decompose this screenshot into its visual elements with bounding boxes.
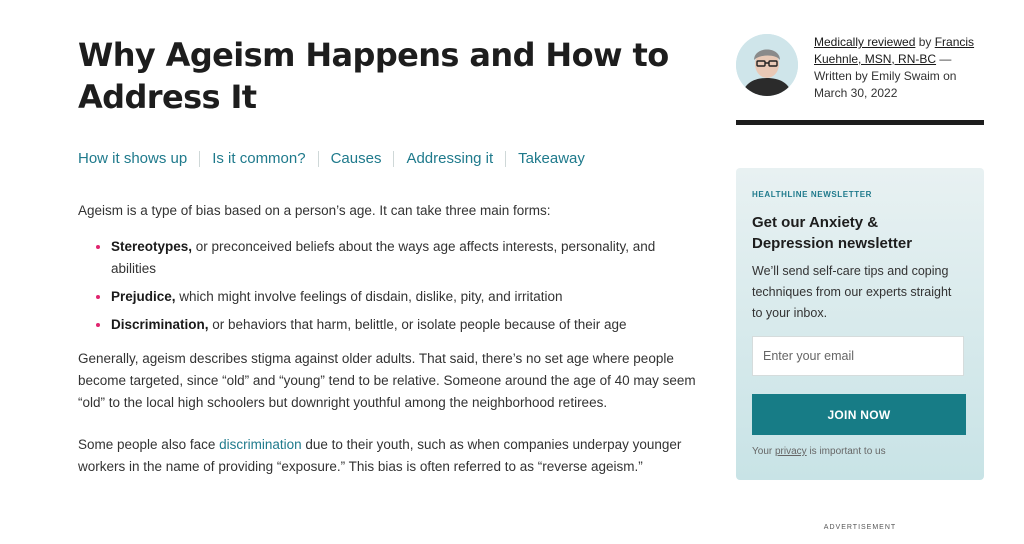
- newsletter-signup: [736, 168, 984, 480]
- toc-link-takeaway[interactable]: Takeaway: [518, 150, 585, 167]
- list-item-text: or behaviors that harm, belittle, or isolate people because of their age: [208, 317, 627, 332]
- privacy-link[interactable]: privacy: [774, 446, 807, 457]
- reviewer-link[interactable]: Francis Kuehnle, MSN, RN-BC: [814, 35, 975, 66]
- privacy-note: Your privacy is important to us: [752, 446, 886, 457]
- list-item-term: Discrimination,: [111, 317, 209, 332]
- join-now-button[interactable]: JOIN NOW: [752, 394, 966, 435]
- list-item: [96, 236, 698, 280]
- reviewer-avatar[interactable]: [736, 34, 798, 96]
- article-title: Why Ageism Happens and How to Address It: [78, 36, 669, 116]
- table-of-contents: [78, 150, 585, 167]
- list-item: [96, 314, 698, 336]
- list-item-text: or preconceived beliefs about the ways age affects interests, personality, and abilities: [111, 239, 656, 276]
- toc-divider: [199, 151, 200, 167]
- list-item: [96, 286, 698, 308]
- list-item-term: Prejudice,: [111, 289, 176, 304]
- toc-link-how-it-shows-up[interactable]: How it shows up: [78, 150, 188, 167]
- discrimination-link[interactable]: discrimination: [219, 437, 302, 452]
- person-icon: [736, 34, 798, 96]
- toc-divider: [393, 151, 394, 167]
- intro-paragraph: Ageism is a type of bias based on a person’s age. It can take three main forms:: [78, 203, 551, 218]
- newsletter-heading: Get our Anxiety & Depression newsletter: [752, 214, 913, 252]
- article-body: [78, 200, 698, 478]
- paragraph: Some people also face discrimination due to their youth, such as when companies underpay younger workers in the name of providing “exposure.” This bias is often referred to as “reverse ageism.”: [78, 437, 682, 474]
- list-item-text: which might involve feelings of disdain, dislike, pity, and irritation: [175, 289, 563, 304]
- email-input[interactable]: [752, 336, 964, 376]
- ageism-forms-list: [78, 236, 698, 336]
- author-byline: [736, 34, 984, 124]
- toc-divider: [505, 151, 506, 167]
- advertisement-label: ADVERTISEMENT: [823, 524, 897, 531]
- medically-reviewed-link[interactable]: Medically reviewed: [814, 35, 916, 49]
- newsletter-label: HEALTHLINE NEWSLETTER: [752, 190, 873, 199]
- paragraph: Generally, ageism describes stigma against older adults. That said, there’s no set age where people become targeted, since “old” and “young” tend to be relative. Someone around the age of 40 may seem “old” to the local high schoolers but downright youthful among the neighborhood retirees.: [78, 351, 696, 410]
- toc-link-addressing-it[interactable]: Addressing it: [406, 150, 494, 167]
- newsletter-description: We’ll send self-care tips and coping techniques from our experts straight to your inbox.: [752, 264, 952, 320]
- list-item-term: Stereotypes,: [111, 239, 193, 254]
- byline-divider: [736, 120, 984, 125]
- toc-link-is-it-common[interactable]: Is it common?: [212, 150, 306, 167]
- toc-link-causes[interactable]: Causes: [330, 150, 382, 167]
- toc-divider: [318, 151, 319, 167]
- byline-text: Medically reviewed by Francis Kuehnle, MSN, RN-BC — Written by Emily Swaim on March 30, 2022: [814, 35, 975, 100]
